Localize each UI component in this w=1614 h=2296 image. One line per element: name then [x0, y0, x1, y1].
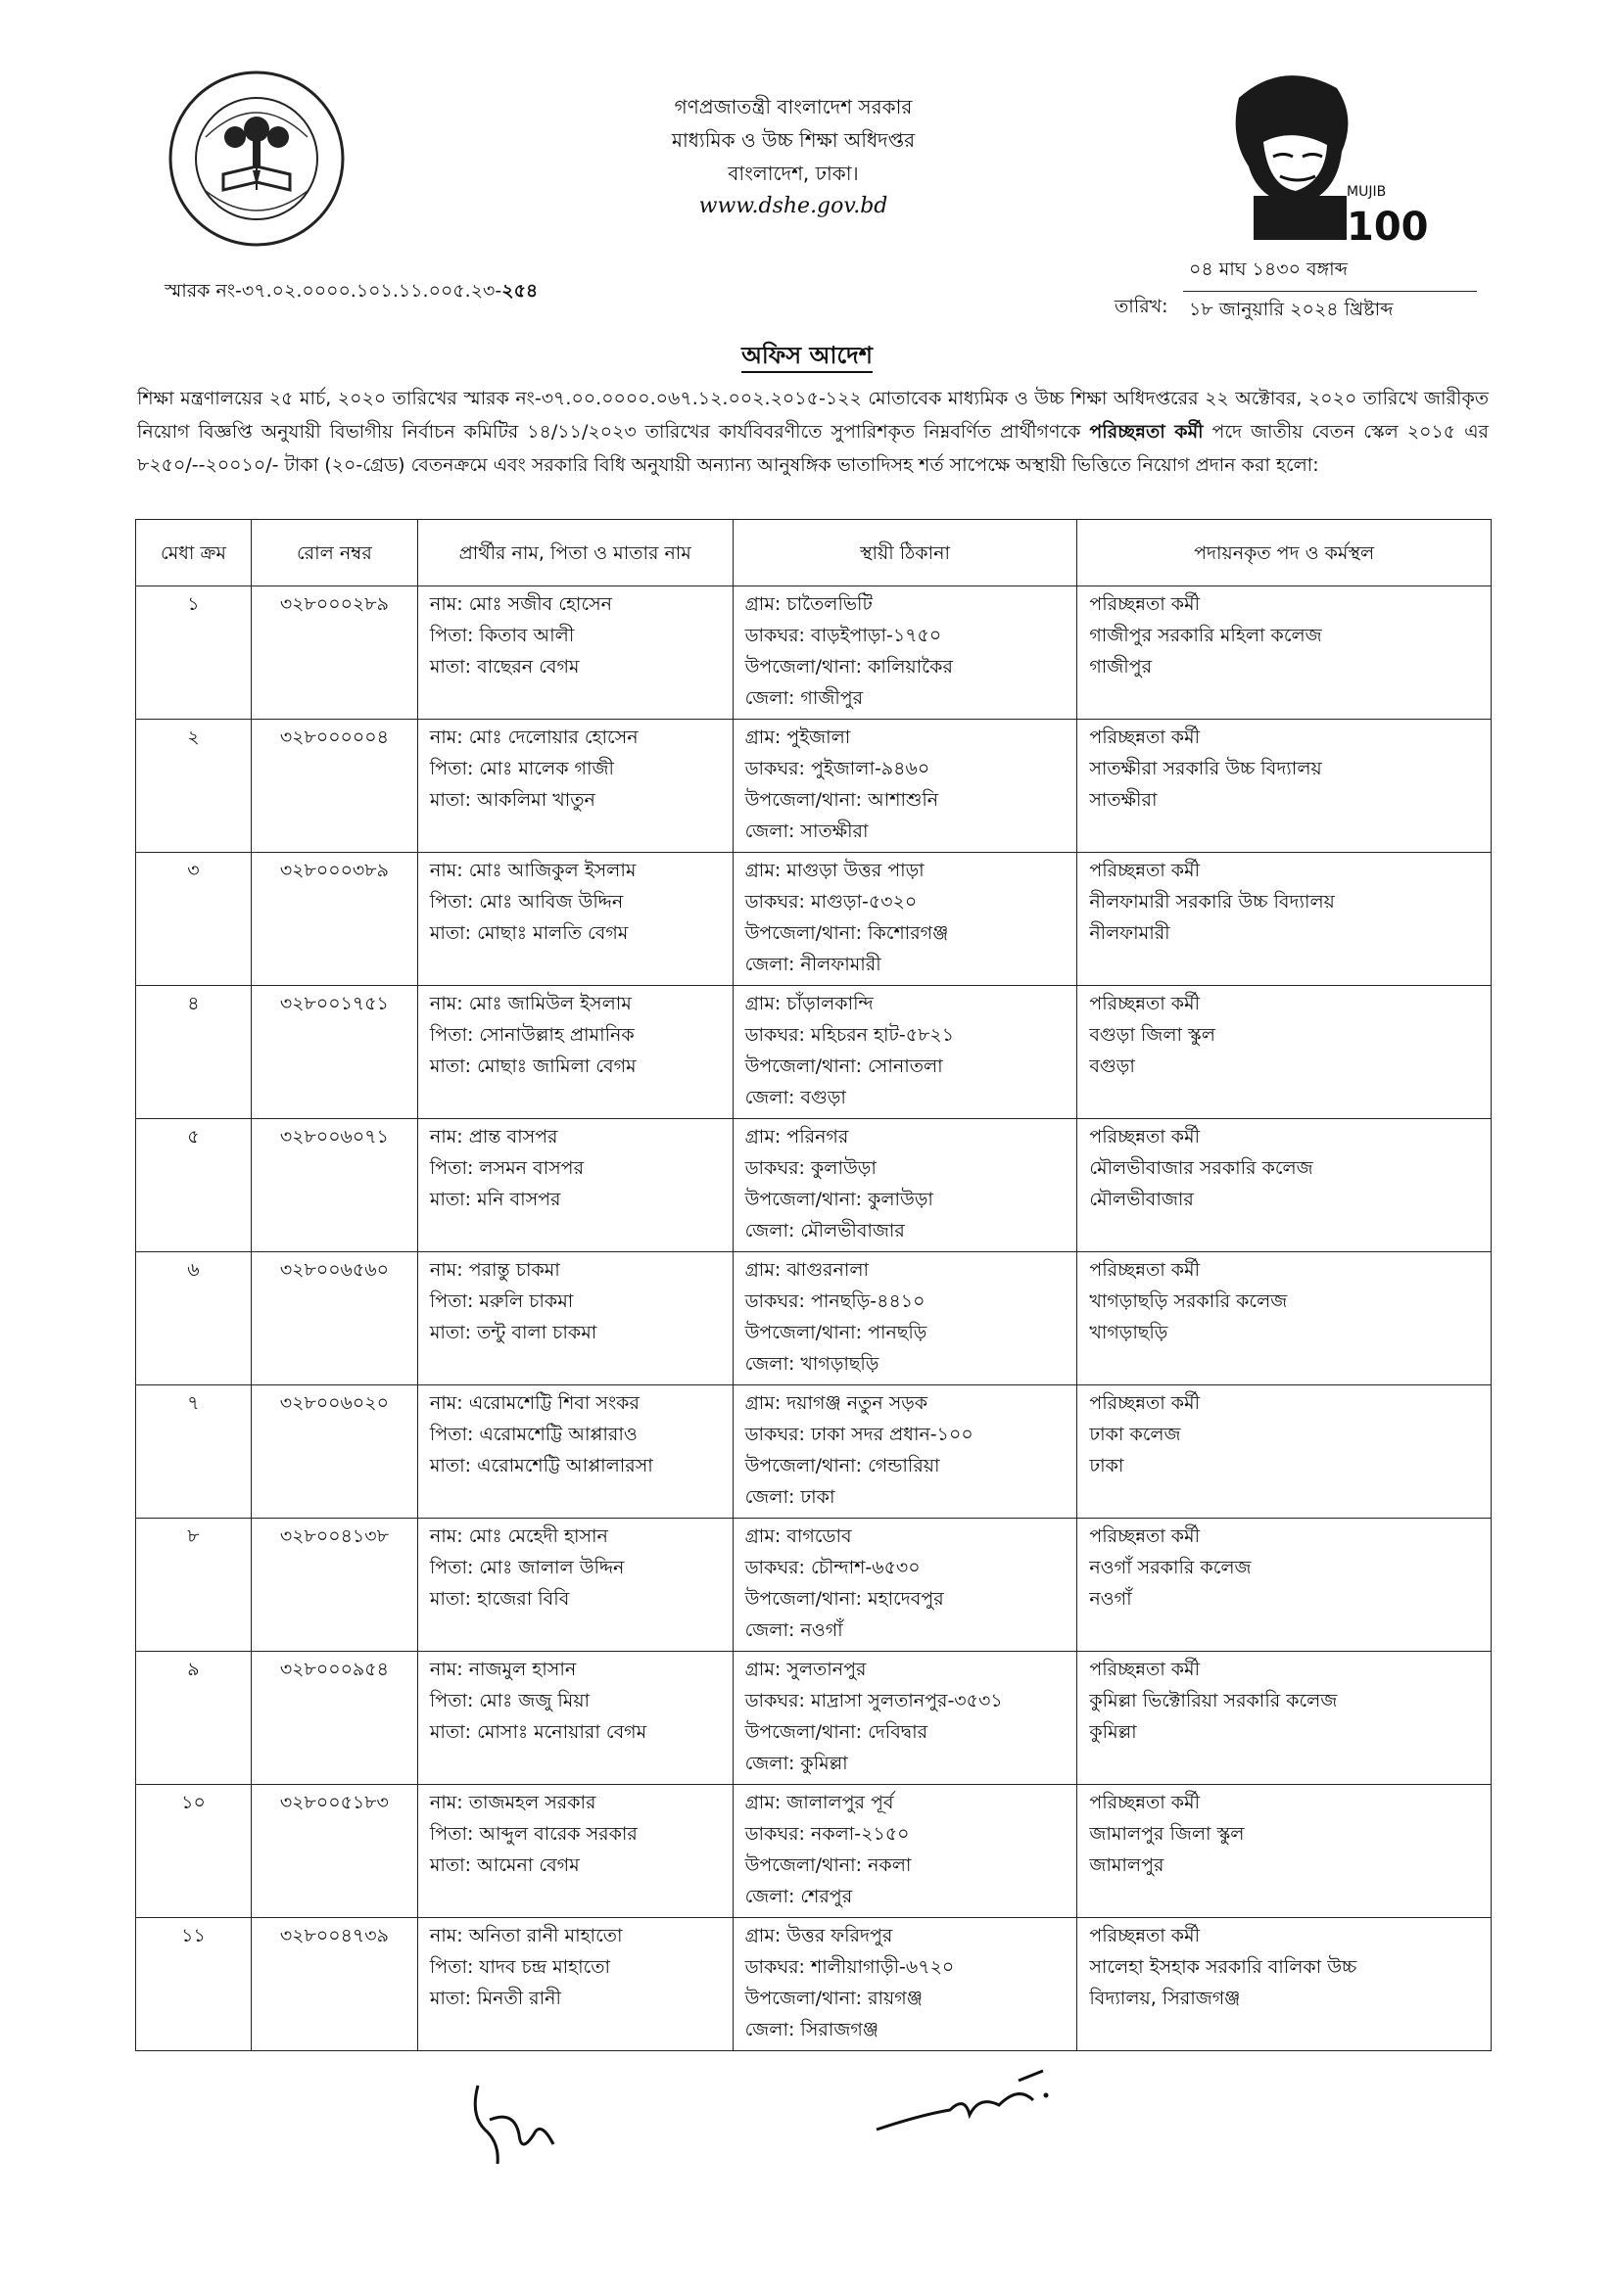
cell-address-line: গ্রাম: উত্তর ফরিদপুর — [744, 1925, 893, 1946]
cell-address-line: উপজেলা/থানা: কিশোরগঞ্জ — [744, 922, 949, 944]
cell-posting — [1077, 986, 1492, 1119]
cell-candidate-line: নাম: প্রান্ত বাসপর — [429, 1126, 558, 1148]
cell-address-line: ডাকঘর: পানছড়ি-৪৪১০ — [744, 1290, 926, 1312]
cell-posting — [1077, 1519, 1492, 1652]
cell-address-line: গ্রাম: পরিনগর — [744, 1126, 849, 1148]
cell-posting-line: পরিচ্ছন্নতা কর্মী — [1089, 1259, 1201, 1281]
cell-serial: ৬ — [136, 1252, 252, 1385]
cell-candidate — [417, 1519, 733, 1652]
cell-address-line: গ্রাম: জালালপুর পূর্ব — [744, 1792, 894, 1813]
cell-candidate-line: পিতা: আব্দুল বারেক সরকার — [429, 1823, 638, 1845]
cell-address — [733, 586, 1077, 720]
website-link[interactable]: www.dshe.gov.bd — [698, 194, 888, 218]
cell-address-line: উপজেলা/থানা: গেন্ডারিয়া — [744, 1455, 940, 1476]
table-row — [136, 1918, 1492, 2051]
cell-address-line: গ্রাম: বাগডোব — [744, 1525, 852, 1547]
cell-candidate-line: পিতা: যাদব চন্দ্র মাহাতো — [429, 1956, 611, 1978]
cell-posting — [1077, 1918, 1492, 2051]
cell-address-line: ডাকঘর: নকলা-২১৫০ — [744, 1823, 910, 1845]
cell-posting — [1077, 1785, 1492, 1918]
cell-address-line: ডাকঘর: কুলাউড়া — [744, 1157, 877, 1179]
cell-posting-line: পরিচ্ছন্নতা কর্মী — [1089, 1792, 1201, 1813]
cell-candidate-line: নাম: মোঃ সজীব হোসেন — [429, 593, 612, 615]
cell-posting-line: পরিচ্ছন্নতা কর্মী — [1089, 1925, 1201, 1946]
table-body — [136, 586, 1492, 2051]
cell-candidate-line: মাতা: মনি বাসপর — [429, 1189, 561, 1210]
memo-serial: ২৫৪ — [501, 280, 539, 302]
cell-posting-line: বগুড়া — [1089, 1055, 1135, 1077]
cell-address-line: গ্রাম: পুইজালা — [744, 726, 851, 748]
header-posting: পদায়নকৃত পদ ও কর্মস্থল — [1077, 520, 1492, 586]
cell-candidate-line: মাতা: মিনতী রানী — [429, 1988, 561, 2009]
cell-candidate-line: পিতা: মোঃ মালেক গাজী — [429, 758, 614, 779]
cell-posting-line: নওগাঁ — [1089, 1588, 1132, 1610]
cell-address-line: গ্রাম: মাগুড়া উত্তর পাড়া — [744, 860, 925, 881]
cell-posting-line: কুমিল্লা — [1089, 1721, 1137, 1743]
intro-paragraph — [137, 382, 1489, 482]
cell-candidate-line: পিতা: মোঃ জজু মিয়া — [429, 1690, 591, 1711]
cell-serial: ৭ — [136, 1385, 252, 1519]
cell-posting-line: মৌলভীবাজার সরকারি কলেজ — [1089, 1157, 1313, 1179]
cell-address-line: উপজেলা/থানা: কুলাউড়া — [744, 1189, 933, 1210]
cell-candidate-line: পিতা: কিতাব আলী — [429, 625, 575, 646]
cell-serial: ৫ — [136, 1119, 252, 1252]
cell-posting-line: বিদ্যালয়, সিরাজগঞ্জ — [1089, 1988, 1241, 2009]
cell-candidate-line: নাম: অনিতা রানী মাহাতো — [429, 1925, 623, 1946]
cell-candidate-line: নাম: মোঃ আজিকুল ইসলাম — [429, 860, 637, 881]
mujib-100-portrait-logo — [1190, 59, 1429, 250]
cell-candidate-line: পিতা: মোঃ আবিজ উদ্দিন — [429, 891, 624, 913]
cell-serial: ৯ — [136, 1652, 252, 1785]
header-address: স্থায়ী ঠিকানা — [733, 520, 1077, 586]
cell-candidate-line: মাতা: মোছাঃ মালতি বেগম — [429, 922, 629, 944]
cell-candidate-line: মাতা: মোছাঃ জামিলা বেগম — [429, 1055, 637, 1077]
cell-posting-line: জামালপুর — [1089, 1854, 1164, 1876]
cell-address-line: জেলা: নওগাঁ — [744, 1619, 843, 1641]
cell-address — [733, 1385, 1077, 1519]
cell-address — [733, 1519, 1077, 1652]
signature-2 — [872, 2066, 1058, 2144]
cell-posting-line: নীলফামারী সরকারি উচ্চ বিদ্যালয় — [1089, 891, 1335, 913]
cell-address-line: জেলা: সিরাজগঞ্জ — [744, 2019, 879, 2040]
cell-address-line: জেলা: গাজীপুর — [744, 687, 864, 709]
table-row — [136, 720, 1492, 853]
cell-candidate-line: নাম: নাজমুল হাসান — [429, 1659, 577, 1680]
cell-posting-line: গাজীপুর সরকারি মহিলা কলেজ — [1089, 625, 1322, 646]
cell-address-line: উপজেলা/থানা: সোনাতলা — [744, 1055, 943, 1077]
cell-posting-line: ঢাকা — [1089, 1455, 1124, 1476]
cell-address-line: ডাকঘর: মাগুড়া-৫৩২০ — [744, 891, 918, 913]
cell-candidate — [417, 1918, 733, 2051]
cell-address-line: জেলা: ঢাকা — [744, 1486, 835, 1508]
appointment-table — [135, 519, 1492, 2051]
cell-candidate — [417, 720, 733, 853]
cell-address — [733, 986, 1077, 1119]
cell-posting — [1077, 586, 1492, 720]
table-row — [136, 986, 1492, 1119]
cell-posting-line: নওগাঁ সরকারি কলেজ — [1089, 1557, 1252, 1578]
cell-address-line: জেলা: কুমিল্লা — [744, 1753, 848, 1774]
date-block — [1115, 253, 1477, 327]
cell-address-line: উপজেলা/থানা: পানছড়ি — [744, 1322, 927, 1343]
cell-serial: ৮ — [136, 1519, 252, 1652]
cell-candidate-line: নাম: পরান্তু চাকমা — [429, 1259, 560, 1281]
cell-candidate-line: পিতা: সোনাউল্লাহ প্রামানিক — [429, 1024, 635, 1046]
cell-candidate-line: নাম: তাজমহল সরকার — [429, 1792, 596, 1813]
document-title — [0, 338, 1614, 377]
cell-address-line: ডাকঘর: চৌন্দাশ-৬৫৩০ — [744, 1557, 921, 1578]
cell-candidate-line: পিতা: লসমন বাসপর — [429, 1157, 585, 1179]
intro-part-2: পদে জাতীয় বেতন স্কেল ২০১৫ এর ৮২৫০/--২০০১০/- টাকা (২০-গ্রেড) বেতনক্রমে এবং সরকারি বিধি অনুযায়ী অন্যান্য আনুষঙ্গিক ভাতাদিসহ শর্ত সাপেক্ষে অস্থায়ী ভিত্তিতে নিয়োগ প্রদান করা হলো: — [137, 421, 1489, 476]
cell-address-line: জেলা: খাগড়াছড়ি — [744, 1353, 879, 1375]
cell-address-line: গ্রাম: সুলতানপুর — [744, 1659, 867, 1680]
header-roll: রোল নম্বর — [251, 520, 417, 586]
cell-posting-line: কুমিল্লা ভিক্টোরিয়া সরকারি কলেজ — [1089, 1690, 1338, 1711]
cell-serial: ২ — [136, 720, 252, 853]
cell-posting — [1077, 1119, 1492, 1252]
cell-serial: ১১ — [136, 1918, 252, 2051]
cell-address-line: গ্রাম: দয়াগঞ্জ নতুন সড়ক — [744, 1392, 928, 1414]
cell-posting-line: সালেহা ইসহাক সরকারি বালিকা উচ্চ — [1089, 1956, 1357, 1978]
cell-posting-line: পরিচ্ছন্নতা কর্মী — [1089, 1659, 1201, 1680]
cell-address-line: উপজেলা/থানা: দেবিদ্বার — [744, 1721, 928, 1743]
cell-candidate-line: মাতা: আকলিমা খাতুন — [429, 789, 595, 811]
cell-serial: ৪ — [136, 986, 252, 1119]
table-row — [136, 1785, 1492, 1918]
cell-roll: ৩২৮০০০২৮৯ — [251, 586, 417, 720]
cell-address — [733, 1918, 1077, 2051]
cell-roll: ৩২৮০০৪১৩৮ — [251, 1519, 417, 1652]
cell-serial: ১০ — [136, 1785, 252, 1918]
memo-number — [165, 277, 538, 308]
header-serial: মেধা ক্রম — [136, 520, 252, 586]
cell-roll: ৩২৮০০০৯৫৪ — [251, 1652, 417, 1785]
cell-candidate — [417, 1252, 733, 1385]
cell-address-line: ডাকঘর: পুইজালা-৯৪৬০ — [744, 758, 930, 779]
cell-posting — [1077, 853, 1492, 986]
cell-address-line: জেলা: বগুড়া — [744, 1087, 846, 1108]
cell-posting-line: নীলফামারী — [1089, 922, 1170, 944]
cell-roll: ৩২৮০০৬৫৬০ — [251, 1252, 417, 1385]
cell-posting-line: গাজীপুর — [1089, 656, 1153, 678]
cell-posting-line: বগুড়া জিলা স্কুল — [1089, 1024, 1215, 1046]
letterhead-line-3: বাংলাদেশ, ঢাকা। — [728, 162, 859, 185]
cell-posting-line: পরিচ্ছন্নতা কর্মী — [1089, 993, 1201, 1014]
date-gregorian: ১৮ জানুয়ারি ২০২৪ খ্রিষ্টাব্দ — [1183, 291, 1477, 327]
cell-posting-line: সাতক্ষীরা — [1089, 789, 1158, 811]
cell-roll: ৩২৮০০৫১৮৩ — [251, 1785, 417, 1918]
document-title-text: অফিস আদেশ — [741, 342, 873, 373]
cell-address-line: গ্রাম: ঝাগুরনালা — [744, 1259, 870, 1281]
cell-address-line: ডাকঘর: বাড়ইপাড়া-১৭৫০ — [744, 625, 942, 646]
cell-posting — [1077, 1252, 1492, 1385]
table-row — [136, 1519, 1492, 1652]
cell-address — [733, 1652, 1077, 1785]
cell-roll: ৩২৮০০৬০২০ — [251, 1385, 417, 1519]
table-header-row — [136, 520, 1492, 586]
cell-candidate — [417, 1652, 733, 1785]
cell-address-line: জেলা: নীলফামারী — [744, 954, 881, 975]
cell-candidate-line: পিতা: মোঃ জালাল উদ্দিন — [429, 1557, 625, 1578]
date-label: তারিখ: — [1115, 296, 1168, 317]
header-name: প্রার্থীর নাম, পিতা ও মাতার নাম — [417, 520, 733, 586]
memo-prefix: স্মারক নং-৩৭.০২.০০০০.১০১.১১.০০৫.২৩- — [165, 280, 502, 302]
cell-address — [733, 853, 1077, 986]
cell-address-line: জেলা: শেরপুর — [744, 1886, 853, 1907]
cell-roll: ৩২৮০০৬০৭১ — [251, 1119, 417, 1252]
cell-candidate-line: মাতা: এরোমশেট্টি আপ্পালারসা — [429, 1455, 653, 1476]
cell-posting-line: মৌলভীবাজার — [1089, 1189, 1194, 1210]
table-row — [136, 1652, 1492, 1785]
cell-candidate-line: মাতা: বাছেরন বেগম — [429, 656, 580, 678]
intro-post: পরিচ্ছন্নতা কর্মী — [1089, 421, 1204, 443]
letterhead-line-1: গণপ্রজাতন্ত্রী বাংলাদেশ সরকার — [674, 95, 913, 118]
svg-text:100: 100 — [1347, 205, 1429, 250]
cell-candidate-line: নাম: মোঃ জামিউল ইসলাম — [429, 993, 632, 1014]
cell-candidate — [417, 586, 733, 720]
cell-candidate — [417, 1119, 733, 1252]
cell-address-line: উপজেলা/থানা: নকলা — [744, 1854, 912, 1876]
cell-address-line: ডাকঘর: মাদ্রাসা সুলতানপুর-৩৫৩১ — [744, 1690, 1003, 1711]
cell-address — [733, 720, 1077, 853]
cell-candidate-line: নাম: মোঃ মেহেদী হাসান — [429, 1525, 608, 1547]
cell-posting-line: পরিচ্ছন্নতা কর্মী — [1089, 726, 1201, 748]
cell-roll: ৩২৮০০০৩৮৯ — [251, 853, 417, 986]
cell-address — [733, 1119, 1077, 1252]
cell-address-line: জেলা: মৌলভীবাজার — [744, 1220, 905, 1242]
cell-candidate — [417, 1785, 733, 1918]
cell-posting-line: সাতক্ষীরা সরকারি উচ্চ বিদ্যালয় — [1089, 758, 1322, 779]
cell-address — [733, 1785, 1077, 1918]
cell-posting-line: জামালপুর জিলা স্কুল — [1089, 1823, 1245, 1845]
table-row — [136, 1385, 1492, 1519]
cell-posting-line: খাগড়াছড়ি — [1089, 1322, 1168, 1343]
table-row — [136, 586, 1492, 720]
cell-serial: ১ — [136, 586, 252, 720]
cell-serial: ৩ — [136, 853, 252, 986]
cell-posting-line: পরিচ্ছন্নতা কর্মী — [1089, 593, 1201, 615]
cell-roll: ৩২৮০০১৭৫১ — [251, 986, 417, 1119]
cell-candidate-line: মাতা: মোসাঃ মনোয়ারা বেগম — [429, 1721, 647, 1743]
date-bangla: ০৪ মাঘ ১৪৩০ বঙ্গাব্দ — [1189, 258, 1348, 280]
cell-candidate — [417, 853, 733, 986]
cell-candidate — [417, 1385, 733, 1519]
cell-candidate-line: মাতা: তন্টু বালা চাকমা — [429, 1322, 597, 1343]
cell-address-line: উপজেলা/থানা: কালিয়াকৈর — [744, 656, 953, 678]
cell-posting — [1077, 1652, 1492, 1785]
letterhead — [529, 90, 1058, 223]
cell-candidate-line: নাম: মোঃ দেলোয়ার হোসেন — [429, 726, 639, 748]
cell-address-line: উপজেলা/থানা: রায়গঞ্জ — [744, 1988, 923, 2009]
svg-text:MUJIB: MUJIB — [1347, 184, 1387, 200]
table-row — [136, 1119, 1492, 1252]
cell-candidate-line: পিতা: মরুলি চাকমা — [429, 1290, 574, 1312]
cell-address — [733, 1252, 1077, 1385]
cell-candidate-line: মাতা: হাজেরা বিবি — [429, 1588, 570, 1610]
cell-address-line: ডাকঘর: মহিচরন হাট-৫৮২১ — [744, 1024, 955, 1046]
cell-posting — [1077, 720, 1492, 853]
cell-candidate-line: পিতা: এরোমশেট্টি আপ্পারাও — [429, 1424, 638, 1445]
cell-posting-line: পরিচ্ছন্নতা কর্মী — [1089, 1392, 1201, 1414]
cell-address-line: ডাকঘর: শালীয়াগাড়ী-৬৭২০ — [744, 1956, 955, 1978]
cell-posting-line: পরিচ্ছন্নতা কর্মী — [1089, 860, 1201, 881]
cell-candidate-line: নাম: এরোমশেট্টি শিবা সংকর — [429, 1392, 640, 1414]
cell-address-line: উপজেলা/থানা: মহাদেবপুর — [744, 1588, 944, 1610]
cell-address-line: উপজেলা/থানা: আশাশুনি — [744, 789, 939, 811]
cell-posting-line: ঢাকা কলেজ — [1089, 1424, 1181, 1445]
cell-posting-line: পরিচ্ছন্নতা কর্মী — [1089, 1126, 1201, 1148]
cell-address-line: গ্রাম: চাঁড়ালকান্দি — [744, 993, 874, 1014]
cell-candidate-line: মাতা: আমেনা বেগম — [429, 1854, 580, 1876]
table-row — [136, 853, 1492, 986]
cell-posting-line: খাগড়াছড়ি সরকারি কলেজ — [1089, 1290, 1288, 1312]
cell-address-line: ডাকঘর: ঢাকা সদর প্রধান-১০০ — [744, 1424, 973, 1445]
government-seal-icon — [166, 69, 348, 250]
intro-part-1: শিক্ষা মন্ত্রণালয়ের ২৫ মার্চ, ২০২০ তারিখের স্মারক নং-৩৭.০০.০০০০.০৬৭.১২.০০২.২০১৫-১২২ মোতাবেক মাধ্যমিক ও উচ্চ শিক্ষা অধিদপ্তরের ২২ অক্টোবর, ২০২০ তারিখে জারীকৃত নিয়োগ বিজ্ঞপ্তি অনুযায়ী বিভাগীয় নির্বাচন কমিটির ১৪/১১/২০২৩ তারিখের কার্যবিবরণীতে সুপারিশকৃত নিম্নবর্ণিত প্রার্থীগণকে — [137, 388, 1489, 443]
cell-address-line: গ্রাম: চাতৈলভিটি — [744, 593, 873, 615]
cell-roll: ৩২৮০০০০০৪ — [251, 720, 417, 853]
cell-posting — [1077, 1385, 1492, 1519]
letterhead-line-2: মাধ্যমিক ও উচ্চ শিক্ষা অধিদপ্তর — [671, 128, 916, 152]
cell-posting-line: পরিচ্ছন্নতা কর্মী — [1089, 1525, 1201, 1547]
cell-candidate — [417, 986, 733, 1119]
signature-1 — [460, 2076, 568, 2174]
cell-address-line: জেলা: সাতক্ষীরা — [744, 820, 869, 842]
table-row — [136, 1252, 1492, 1385]
cell-roll: ৩২৮০০৪৭৩৯ — [251, 1918, 417, 2051]
